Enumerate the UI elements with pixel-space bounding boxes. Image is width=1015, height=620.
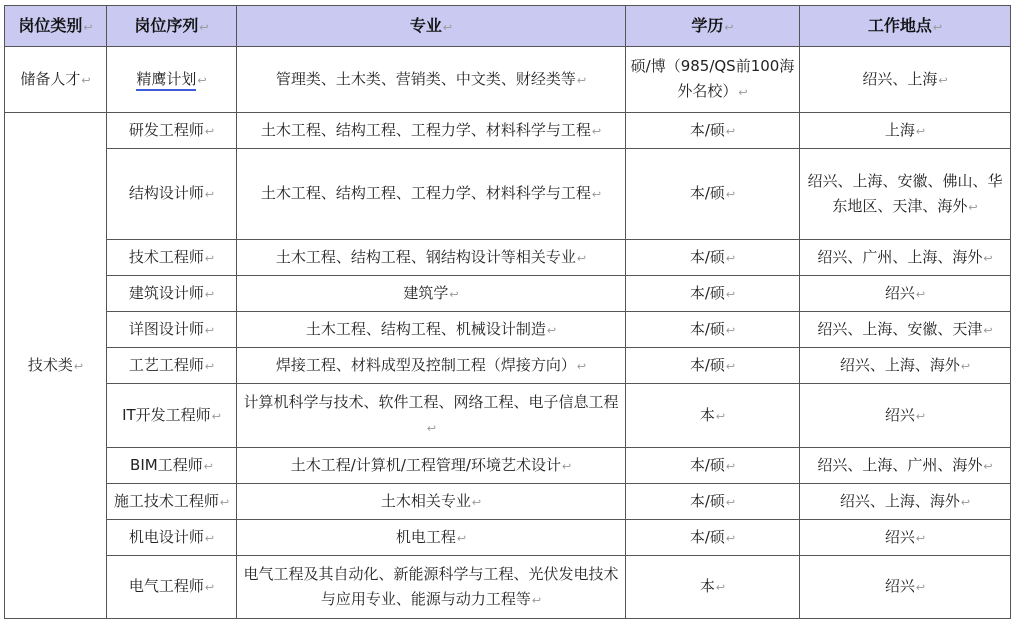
paragraph-mark-icon: ↩ (204, 124, 215, 138)
paragraph-mark-icon: ↩ (960, 495, 971, 509)
cell-major: 计算机科学与技术、软件工程、网络工程、电子信息工程↩ (237, 384, 626, 448)
paragraph-mark-icon: ↩ (204, 581, 215, 594)
cell-sequence: 建筑设计师↩ (107, 276, 237, 312)
paragraph-mark-icon: ↩ (204, 359, 215, 373)
cell-sequence: 结构设计师↩ (107, 149, 237, 240)
paragraph-mark-icon: ↩ (576, 359, 587, 373)
job-table (4, 5, 1011, 619)
paragraph-mark-icon: ↩ (738, 86, 748, 99)
cell-degree: 本/硕↩ (626, 312, 800, 348)
paragraph-mark-icon: ↩ (968, 200, 978, 214)
cell-location: 绍兴↩ (800, 556, 1011, 619)
paragraph-mark-icon: ↩ (724, 20, 734, 34)
cell-major: 建筑学↩ (237, 276, 626, 312)
header-category: 岗位类别↩ (5, 6, 107, 47)
cell-sequence: 详图设计师↩ (107, 312, 237, 348)
cell-sequence: 电气工程师↩ (107, 556, 237, 619)
paragraph-mark-icon: ↩ (442, 20, 453, 34)
cell-major: 土木工程、结构工程、工程力学、材料科学与工程↩ (237, 149, 626, 240)
paragraph-mark-icon: ↩ (915, 581, 926, 594)
table-row (5, 520, 1011, 556)
paragraph-mark-icon: ↩ (203, 459, 213, 473)
cell-sequence: 工艺工程师↩ (107, 348, 237, 384)
paragraph-mark-icon: ↩ (725, 359, 736, 373)
paragraph-mark-icon: ↩ (725, 124, 736, 138)
cell-major: 土木工程/计算机/工程管理/环境艺术设计↩ (237, 448, 626, 484)
table-row (5, 484, 1011, 520)
table-row (5, 113, 1011, 149)
cell-major: 土木工程、结构工程、机械设计制造↩ (237, 312, 626, 348)
cell-major: 电气工程及其自动化、新能源科学与工程、光伏发电技术与应用专业、能源与动力工程等↩ (237, 556, 626, 619)
paragraph-mark-icon: ↩ (197, 73, 207, 87)
paragraph-mark-icon: ↩ (531, 593, 542, 607)
paragraph-mark-icon: ↩ (725, 323, 736, 337)
cell-major: 土木工程、结构工程、工程力学、材料科学与工程↩ (237, 113, 626, 149)
table-row (5, 276, 1011, 312)
cell-degree: 本/硕↩ (626, 484, 800, 520)
paragraph-mark-icon: ↩ (960, 359, 971, 373)
cell-category: 技术类↩ (5, 113, 107, 619)
cell-major: 土木相关专业↩ (237, 484, 626, 520)
cell-sequence: IT开发工程师↩ (107, 384, 237, 448)
cell-degree: 本↩ (626, 556, 800, 619)
header-degree: 学历↩ (626, 6, 800, 47)
cell-location: 绍兴↩ (800, 276, 1011, 312)
table-row (5, 448, 1011, 484)
paragraph-mark-icon: ↩ (591, 124, 602, 138)
table-row (5, 384, 1011, 448)
cell-location: 绍兴、上海、安徽、佛山、华东地区、天津、海外↩ (800, 149, 1011, 240)
cell-location: 上海↩ (800, 113, 1011, 149)
paragraph-mark-icon: ↩ (725, 495, 736, 509)
cell-degree: 硕/博（985/QS前100海外名校）↩ (626, 47, 800, 113)
paragraph-mark-icon: ↩ (561, 459, 572, 473)
table-row (5, 556, 1011, 619)
cell-degree: 本/硕↩ (626, 276, 800, 312)
paragraph-mark-icon: ↩ (938, 73, 948, 87)
table-header-row (5, 6, 1011, 47)
cell-degree: 本↩ (626, 384, 800, 448)
cell-sequence: 施工技术工程师↩ (107, 484, 237, 520)
cell-degree: 本/硕↩ (626, 240, 800, 276)
paragraph-mark-icon: ↩ (915, 287, 926, 301)
cell-degree: 本/硕↩ (626, 520, 800, 556)
cell-location: 绍兴、上海、海外↩ (800, 484, 1011, 520)
paragraph-mark-icon: ↩ (725, 531, 736, 545)
cell-location: 绍兴、上海↩ (800, 47, 1011, 113)
paragraph-mark-icon: ↩ (915, 409, 926, 423)
paragraph-mark-icon: ↩ (211, 409, 221, 423)
table-row (5, 149, 1011, 240)
cell-major: 管理类、土木类、营销类、中文类、财经类等↩ (237, 47, 626, 113)
paragraph-mark-icon: ↩ (715, 409, 726, 423)
paragraph-mark-icon: ↩ (73, 359, 84, 373)
cell-degree: 本/硕↩ (626, 149, 800, 240)
cell-major: 机电工程↩ (237, 520, 626, 556)
paragraph-mark-icon: ↩ (81, 73, 91, 87)
cell-sequence: BIM工程师↩ (107, 448, 237, 484)
paragraph-mark-icon: ↩ (204, 531, 215, 545)
table-row (5, 348, 1011, 384)
header-sequence: 岗位序列↩ (107, 6, 237, 47)
cell-degree: 本/硕↩ (626, 113, 800, 149)
header-major: 专业↩ (237, 6, 626, 47)
paragraph-mark-icon: ↩ (204, 188, 215, 201)
paragraph-mark-icon: ↩ (204, 287, 215, 301)
cell-location: 绍兴、上海、安徽、天津↩ (800, 312, 1011, 348)
table-row (5, 47, 1011, 113)
cell-sequence[interactable] (107, 47, 237, 113)
cell-location: 绍兴、上海、海外↩ (800, 348, 1011, 384)
paragraph-mark-icon: ↩ (983, 323, 993, 337)
paragraph-mark-icon: ↩ (204, 323, 215, 337)
paragraph-mark-icon: ↩ (576, 251, 587, 265)
cell-major: 焊接工程、材料成型及控制工程（焊接方向）↩ (237, 348, 626, 384)
cell-location: 绍兴、广州、上海、海外↩ (800, 240, 1011, 276)
cell-sequence: 机电设计师↩ (107, 520, 237, 556)
paragraph-mark-icon: ↩ (204, 251, 215, 265)
paragraph-mark-icon: ↩ (426, 422, 437, 435)
cell-category: 储备人才↩ (5, 47, 107, 113)
cell-location: 绍兴↩ (800, 520, 1011, 556)
header-location: 工作地点↩ (800, 6, 1011, 47)
paragraph-mark-icon: ↩ (915, 124, 926, 138)
paragraph-mark-icon: ↩ (725, 251, 736, 265)
table-row (5, 312, 1011, 348)
paragraph-mark-icon: ↩ (471, 495, 482, 509)
cell-sequence: 技术工程师↩ (107, 240, 237, 276)
cell-degree: 本/硕↩ (626, 448, 800, 484)
paragraph-mark-icon: ↩ (199, 20, 209, 34)
paragraph-mark-icon: ↩ (546, 323, 557, 337)
table-row (5, 240, 1011, 276)
cell-degree: 本/硕↩ (626, 348, 800, 384)
paragraph-mark-icon: ↩ (456, 531, 467, 545)
paragraph-mark-icon: ↩ (725, 188, 736, 201)
paragraph-mark-icon: ↩ (715, 581, 726, 594)
cell-location: 绍兴、上海、广州、海外↩ (800, 448, 1011, 484)
paragraph-mark-icon: ↩ (725, 459, 736, 473)
paragraph-mark-icon: ↩ (591, 188, 602, 201)
paragraph-mark-icon: ↩ (983, 251, 993, 265)
paragraph-mark-icon: ↩ (915, 531, 926, 545)
cell-sequence: 研发工程师↩ (107, 113, 237, 149)
paragraph-mark-icon: ↩ (725, 287, 736, 301)
cell-major: 土木工程、结构工程、钢结构设计等相关专业↩ (237, 240, 626, 276)
paragraph-mark-icon: ↩ (983, 459, 993, 473)
paragraph-mark-icon: ↩ (219, 495, 230, 509)
paragraph-mark-icon: ↩ (932, 20, 943, 34)
cell-location: 绍兴↩ (800, 384, 1011, 448)
paragraph-mark-icon: ↩ (576, 73, 587, 87)
sequence-link[interactable]: 精鹰计划 (136, 70, 196, 91)
paragraph-mark-icon: ↩ (449, 287, 459, 301)
paragraph-mark-icon: ↩ (83, 20, 93, 34)
